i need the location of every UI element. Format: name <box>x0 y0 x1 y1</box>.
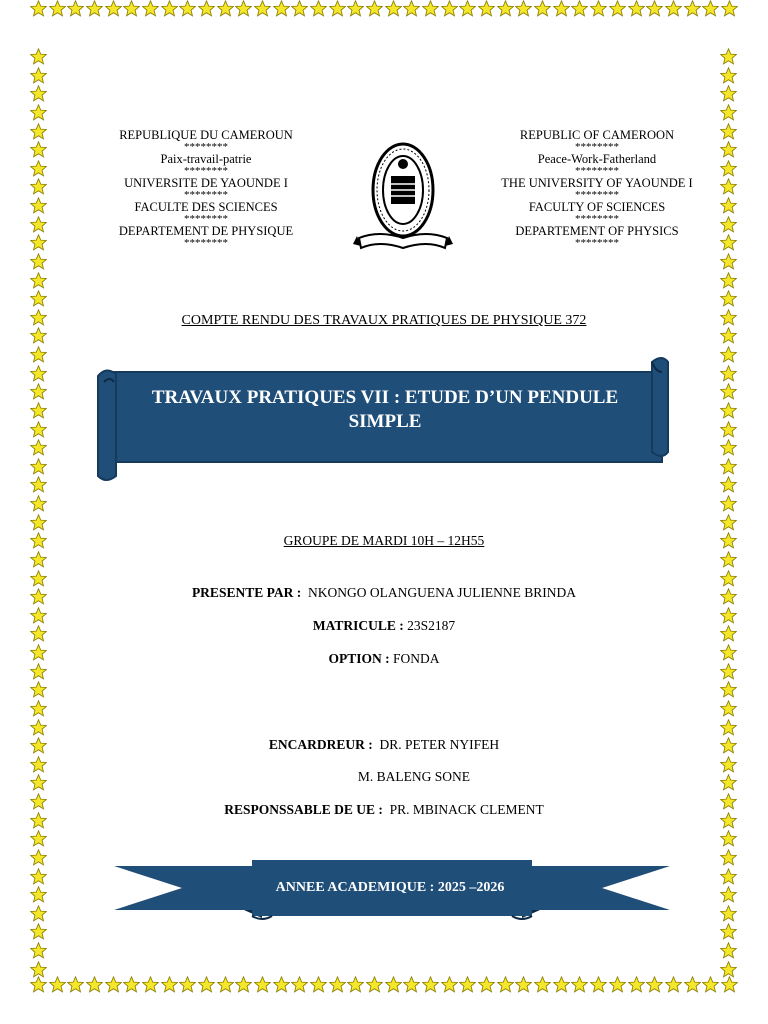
star-icon <box>720 141 737 158</box>
star-icon <box>720 923 737 940</box>
star-icon <box>720 495 737 512</box>
star-icon <box>721 0 738 17</box>
star-icon <box>30 85 47 102</box>
star-icon <box>30 197 47 214</box>
star-icon <box>235 0 252 17</box>
star-icon <box>720 346 737 363</box>
star-icon <box>720 365 737 382</box>
star-icon <box>30 346 47 363</box>
star-icon <box>254 976 271 993</box>
main-title: TRAVAUX PRATIQUES VII : ETUDE D’UN PENDULE SIMPLE <box>151 387 619 432</box>
star-icon <box>273 0 290 17</box>
star-icon <box>646 976 663 993</box>
star-icon <box>459 976 476 993</box>
star-icon <box>161 0 178 17</box>
star-icon <box>497 0 514 17</box>
star-icon <box>459 0 476 17</box>
supervisor-label: ENCARDREUR : <box>268 737 373 752</box>
separator: ******** <box>575 141 619 153</box>
separator: ******** <box>184 189 228 201</box>
star-icon <box>720 942 737 959</box>
star-icon <box>273 976 290 993</box>
star-icon <box>310 0 327 17</box>
star-border-top <box>30 0 738 18</box>
star-icon <box>534 0 551 17</box>
star-icon <box>720 290 737 307</box>
university-seal-icon <box>349 134 457 262</box>
star-icon <box>30 439 47 456</box>
star-icon <box>553 976 570 993</box>
star-icon <box>720 85 737 102</box>
star-border-left <box>30 48 48 978</box>
star-icon <box>720 551 737 568</box>
star-icon <box>720 327 737 344</box>
star-icon <box>720 253 737 270</box>
star-icon <box>30 383 47 400</box>
star-icon <box>179 976 196 993</box>
separator: ******** <box>575 213 619 225</box>
responsible-row <box>0 802 768 818</box>
faculty-name: FACULTY OF SCIENCES <box>528 200 666 214</box>
header-right-english <box>477 128 717 248</box>
star-icon <box>609 976 626 993</box>
star-icon <box>30 719 47 736</box>
star-icon <box>30 272 47 289</box>
group-schedule: GROUPE DE MARDI 10H – 12H55 <box>283 533 485 548</box>
star-icon <box>30 458 47 475</box>
star-icon <box>142 976 159 993</box>
star-icon <box>720 178 737 195</box>
star-icon <box>30 905 47 922</box>
star-icon <box>720 476 737 493</box>
star-icon <box>30 67 47 84</box>
star-icon <box>142 0 159 17</box>
star-icon <box>628 0 645 17</box>
star-icon <box>720 421 737 438</box>
star-icon <box>86 976 103 993</box>
header-left-french <box>86 128 326 248</box>
country-name: REPUBLIQUE DU CAMEROUN <box>119 128 293 142</box>
star-icon <box>403 976 420 993</box>
star-icon <box>720 272 737 289</box>
star-icon <box>590 976 607 993</box>
star-icon <box>30 868 47 885</box>
star-icon <box>30 495 47 512</box>
separator: ******** <box>184 141 228 153</box>
star-icon <box>684 976 701 993</box>
star-icon <box>30 942 47 959</box>
star-icon <box>30 253 47 270</box>
option-label: OPTION : <box>328 651 390 666</box>
motto: Peace-Work-Fatherland <box>537 152 657 166</box>
star-icon <box>86 0 103 17</box>
star-icon <box>30 290 47 307</box>
star-icon <box>720 830 737 847</box>
star-icon <box>30 976 47 993</box>
star-icon <box>30 886 47 903</box>
country-name: REPUBLIC OF CAMEROON <box>519 128 675 142</box>
star-icon <box>30 551 47 568</box>
star-icon <box>515 976 532 993</box>
star-icon <box>720 570 737 587</box>
star-icon <box>30 849 47 866</box>
star-icon <box>720 48 737 65</box>
star-icon <box>720 719 737 736</box>
star-icon <box>720 886 737 903</box>
responsible-name: PR. MBINACK CLEMENT <box>389 802 544 817</box>
star-icon <box>310 976 327 993</box>
star-icon <box>720 197 737 214</box>
university-name: THE UNIVERSITY OF YAOUNDE I <box>501 176 693 190</box>
star-icon <box>329 976 346 993</box>
star-icon <box>30 681 47 698</box>
star-icon <box>720 216 737 233</box>
star-icon <box>590 0 607 17</box>
star-icon <box>366 976 383 993</box>
star-icon <box>720 123 737 140</box>
star-icon <box>67 0 84 17</box>
star-icon <box>720 514 737 531</box>
star-icon <box>30 327 47 344</box>
matricule-value: 23S2187 <box>407 618 456 633</box>
option-value: FONDA <box>393 651 440 666</box>
star-icon <box>720 905 737 922</box>
star-icon <box>403 0 420 17</box>
separator: ******** <box>575 165 619 177</box>
star-icon <box>534 976 551 993</box>
star-icon <box>478 976 495 993</box>
report-title: COMPTE RENDU DES TRAVAUX PRATIQUES DE PHYSIQUE 372 <box>181 313 587 328</box>
star-icon <box>720 234 737 251</box>
star-icon <box>515 0 532 17</box>
star-icon <box>30 216 47 233</box>
star-icon <box>720 383 737 400</box>
option-row <box>0 651 768 667</box>
star-icon <box>291 0 308 17</box>
separator: ******** <box>184 213 228 225</box>
separator: ******** <box>184 165 228 177</box>
star-icon <box>366 0 383 17</box>
star-icon <box>665 0 682 17</box>
star-icon <box>161 976 178 993</box>
star-icon <box>198 976 215 993</box>
star-icon <box>553 0 570 17</box>
star-icon <box>720 458 737 475</box>
star-icon <box>30 141 47 158</box>
faculty-name: FACULTE DES SCIENCES <box>134 200 278 214</box>
star-icon <box>123 0 140 17</box>
star-icon <box>49 0 66 17</box>
star-icon <box>254 0 271 17</box>
star-icon <box>30 961 47 978</box>
star-icon <box>720 160 737 177</box>
star-icon <box>478 0 495 17</box>
star-icon <box>571 976 588 993</box>
motto: Paix-travail-patrie <box>160 152 252 166</box>
star-icon <box>720 849 737 866</box>
star-icon <box>30 514 47 531</box>
star-icon <box>720 961 737 978</box>
separator: ******** <box>575 189 619 201</box>
star-icon <box>385 976 402 993</box>
separator: ******** <box>575 237 619 249</box>
university-name: UNIVERSITE DE YAOUNDE I <box>124 176 288 190</box>
star-icon <box>720 700 737 717</box>
star-icon <box>684 0 701 17</box>
matricule-row <box>0 618 768 634</box>
star-icon <box>30 178 47 195</box>
star-icon <box>291 976 308 993</box>
supervisor-row-2 <box>0 769 768 785</box>
star-icon <box>30 365 47 382</box>
star-icon <box>30 476 47 493</box>
star-border-bottom <box>30 976 738 994</box>
star-icon <box>702 0 719 17</box>
academic-year: ANNEE ACADEMIQUE : 2025 –2026 <box>275 880 505 895</box>
star-icon <box>30 123 47 140</box>
student-name: NKONGO OLANGUENA JULIENNE BRINDA <box>307 585 577 600</box>
separator: ******** <box>184 237 228 249</box>
star-icon <box>30 402 47 419</box>
star-icon <box>441 0 458 17</box>
star-icon <box>198 0 215 17</box>
supervisor-name: DR. PETER NYIFEH <box>379 737 500 752</box>
star-icon <box>30 421 47 438</box>
star-icon <box>721 976 738 993</box>
star-icon <box>720 67 737 84</box>
responsible-label: RESPONSSABLE DE UE : <box>224 802 383 817</box>
star-icon <box>105 976 122 993</box>
star-icon <box>30 700 47 717</box>
star-icon <box>646 0 663 17</box>
star-icon <box>441 976 458 993</box>
star-icon <box>30 160 47 177</box>
department-name: DEPARTEMENT DE PHYSIQUE <box>118 224 294 238</box>
star-icon <box>347 976 364 993</box>
star-icon <box>702 976 719 993</box>
star-border-right <box>720 48 738 978</box>
star-icon <box>720 681 737 698</box>
star-icon <box>123 976 140 993</box>
star-icon <box>665 976 682 993</box>
presented-by-row <box>0 585 768 601</box>
matricule-label: MATRICULE : <box>312 618 404 633</box>
star-icon <box>720 868 737 885</box>
star-icon <box>67 976 84 993</box>
department-name: DEPARTEMENT OF PHYSICS <box>515 224 679 238</box>
star-icon <box>720 402 737 419</box>
star-icon <box>30 104 47 121</box>
supervisor-name-2: M. BALENG SONE <box>357 769 471 784</box>
star-icon <box>628 976 645 993</box>
star-icon <box>497 976 514 993</box>
supervisor-row <box>0 737 768 753</box>
star-icon <box>720 439 737 456</box>
star-icon <box>30 234 47 251</box>
star-icon <box>49 976 66 993</box>
star-icon <box>217 0 234 17</box>
star-icon <box>30 48 47 65</box>
star-icon <box>720 104 737 121</box>
star-icon <box>329 0 346 17</box>
star-icon <box>105 0 122 17</box>
star-icon <box>609 0 626 17</box>
star-icon <box>217 976 234 993</box>
star-icon <box>571 0 588 17</box>
star-icon <box>179 0 196 17</box>
presented-by-label: PRESENTE PAR : <box>191 585 302 600</box>
star-icon <box>30 0 47 17</box>
star-icon <box>422 976 439 993</box>
star-icon <box>30 923 47 940</box>
star-icon <box>235 976 252 993</box>
star-icon <box>385 0 402 17</box>
star-icon <box>30 830 47 847</box>
star-icon <box>30 570 47 587</box>
star-icon <box>347 0 364 17</box>
star-icon <box>422 0 439 17</box>
